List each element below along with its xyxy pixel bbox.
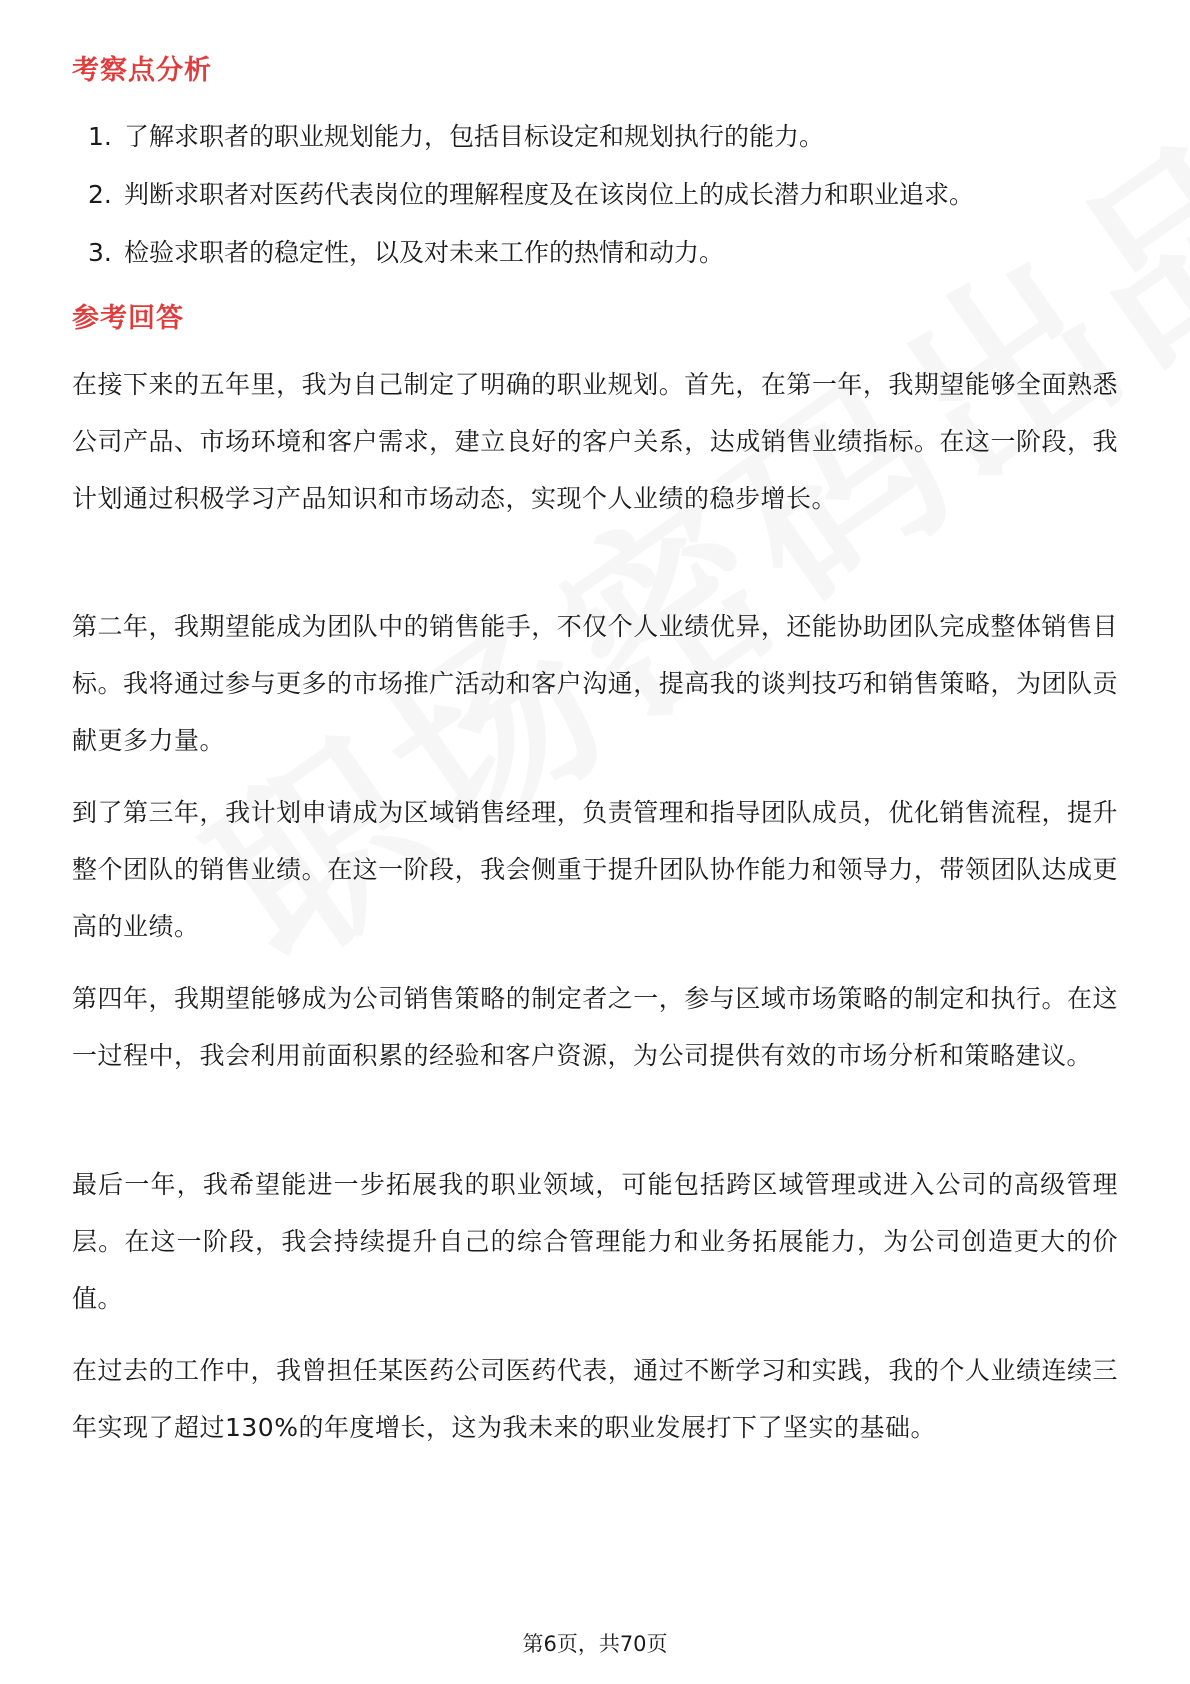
list-item-text: 判断求职者对医药代表岗位的理解程度及在该岗位上的成长潜力和职业追求。 xyxy=(124,180,975,209)
answer-paragraph: 第二年，我期望能成为团队中的销售能手，不仅个人业绩优异，还能协助团队完成整体销售目标。我将通过参与更多的市场推广活动和客户沟通，提高我的谈判技巧和销售策略，为团队贡献更多力量。 xyxy=(72,612,1118,755)
answer-paragraph: 在接下来的五年里，我为自己制定了明确的职业规划。首先，在第一年，我期望能够全面熟悉公司产品、市场环境和客户需求，建立良好的客户关系，达成销售业绩指标。在这一阶段，我计划通过积极学习产品知识和市场动态，实现个人业绩的稳步增长。 xyxy=(72,370,1118,513)
list-item-number: 3. xyxy=(88,238,112,267)
answer-paragraph: 最后一年，我希望能进一步拓展我的职业领域，可能包括跨区域管理或进入公司的高级管理层。在这一阶段，我会持续提升自己的综合管理能力和业务拓展能力，为公司创造更大的价值。 xyxy=(72,1170,1118,1313)
answer-paragraph: 在过去的工作中，我曾担任某医药公司医药代表，通过不断学习和实践，我的个人业绩连续三年实现了超过130%的年度增长，这为我未来的职业发展打下了坚实的基础。 xyxy=(72,1356,1118,1442)
answer-paragraph: 到了第三年，我计划申请成为区域销售经理，负责管理和指导团队成员，优化销售流程，提升整个团队的销售业绩。在这一阶段，我会侧重于提升团队协作能力和领导力，带领团队达成更高的业绩。 xyxy=(72,798,1118,941)
analysis-heading: 考察点分析 xyxy=(72,55,212,86)
list-item xyxy=(72,224,1118,282)
list-item xyxy=(72,166,1118,224)
list-item-number: 2. xyxy=(88,180,112,209)
list-item-text: 了解求职者的职业规划能力，包括目标设定和规划执行的能力。 xyxy=(124,122,825,151)
answer-paragraph: 第四年，我期望能够成为公司销售策略的制定者之一，参与区域市场策略的制定和执行。在这一过程中，我会利用前面积累的经验和客户资源，为公司提供有效的市场分析和策略建议。 xyxy=(72,984,1118,1070)
page-number: 第6页，共70页 xyxy=(522,1632,668,1656)
analysis-list xyxy=(72,108,1118,282)
list-item xyxy=(72,108,1118,166)
list-item-text: 检验求职者的稳定性，以及对未来工作的热情和动力。 xyxy=(124,238,725,267)
answer-heading: 参考回答 xyxy=(72,303,184,334)
list-item-number: 1. xyxy=(88,122,112,151)
